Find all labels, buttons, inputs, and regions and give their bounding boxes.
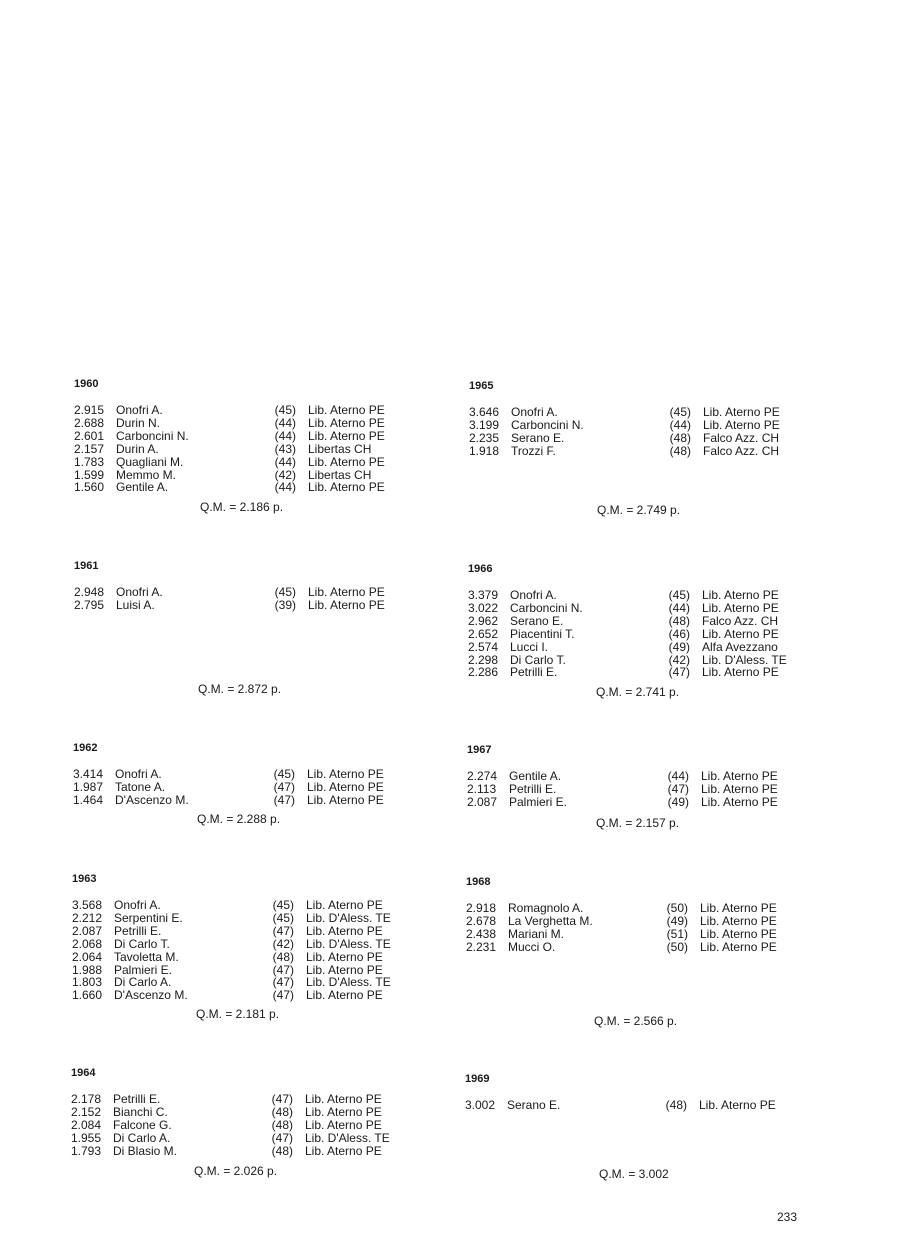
athlete-points: 1.918 (469, 443, 500, 458)
club-name: Lib. Aterno PE (307, 767, 384, 781)
birth-year: (51) (666, 926, 688, 941)
year-block-1965 (469, 380, 829, 458)
average-points: Q.M. = 2.157 p. (596, 816, 680, 830)
athlete-points: 2.064 (72, 949, 103, 964)
average-points: Q.M. = 2.741 p. (596, 685, 680, 699)
athlete-points: 1.988 (72, 962, 103, 977)
average-points: Q.M. = 3.002 (599, 1167, 669, 1181)
club-name: Lib. Aterno PE (702, 588, 779, 602)
athlete-points: 2.212 (72, 910, 103, 925)
club-name: Lib. Aterno PE (308, 480, 385, 495)
athlete-points: 2.087 (467, 794, 498, 809)
athlete-points: 3.414 (73, 767, 104, 781)
ranking-row (466, 915, 826, 928)
ranking-row (468, 666, 828, 679)
athlete-name: Serano E. (507, 1098, 561, 1112)
club-name: Lib. D'Aless. TE (306, 936, 391, 951)
athlete-name: Di Carlo T. (510, 652, 566, 667)
athlete-name: Gentile A. (509, 769, 562, 783)
birth-year: (48) (271, 1117, 293, 1132)
athlete-points: 1.783 (74, 454, 105, 469)
ranking-list (71, 1093, 431, 1158)
athlete-name: Serpentini E. (114, 910, 183, 925)
ranking-row (74, 430, 434, 443)
ranking-row (466, 902, 826, 915)
club-name: Lib. Aterno PE (702, 626, 779, 641)
birth-year: (44) (669, 417, 691, 432)
ranking-row (72, 951, 432, 964)
athlete-name: La Verghetta M. (508, 913, 593, 928)
athlete-points: 2.274 (467, 769, 498, 783)
ranking-row (467, 783, 827, 796)
athlete-points: 3.379 (468, 588, 499, 602)
athlete-name: Durin A. (116, 441, 159, 456)
birth-year: (48) (271, 1143, 293, 1158)
birth-year: (45) (272, 910, 294, 925)
ranking-list (72, 899, 432, 1002)
ranking-row (71, 1119, 431, 1132)
club-name: Lib. Aterno PE (308, 403, 385, 417)
club-name: Lib. Aterno PE (702, 600, 779, 615)
club-name: Lib. Aterno PE (702, 665, 779, 680)
ranking-row (468, 641, 828, 654)
ranking-list (73, 768, 433, 807)
birth-year: (45) (274, 585, 296, 599)
athlete-points: 2.652 (468, 626, 499, 641)
athlete-name: Carboncini N. (116, 428, 189, 443)
ranking-row (74, 586, 434, 599)
birth-year: (47) (271, 1092, 293, 1106)
athlete-points: 2.688 (74, 415, 105, 430)
athlete-name: Quagliani M. (116, 454, 184, 469)
athlete-name: Tatone A. (115, 779, 166, 794)
birth-year: (42) (274, 467, 296, 482)
athlete-points: 2.298 (468, 652, 499, 667)
athlete-name: Romagnolo A. (508, 901, 584, 915)
ranking-row (466, 941, 826, 954)
athlete-name: Mucci O. (508, 939, 556, 954)
club-name: Lib. Aterno PE (306, 988, 383, 1003)
ranking-row (71, 1132, 431, 1145)
club-name: Lib. Aterno PE (305, 1104, 382, 1119)
ranking-list (467, 770, 827, 809)
average-points: Q.M. = 2.749 p. (597, 503, 681, 517)
year-heading: 1964 (71, 1067, 96, 1079)
birth-year: (42) (668, 652, 690, 667)
club-name: Lib. Aterno PE (306, 962, 383, 977)
athlete-name: Di Carlo A. (113, 1130, 171, 1145)
athlete-points: 3.568 (72, 898, 103, 912)
club-name: Lib. Aterno PE (308, 454, 385, 469)
athlete-name: Petrilli E. (113, 1092, 161, 1106)
club-name: Lib. Aterno PE (306, 898, 383, 912)
athlete-points: 2.113 (467, 781, 497, 796)
birth-year: (49) (667, 794, 689, 809)
club-name: Lib. Aterno PE (307, 792, 384, 807)
birth-year: (44) (274, 454, 296, 469)
birth-year: (48) (272, 949, 294, 964)
ranking-row (74, 443, 434, 456)
club-name: Lib. Aterno PE (700, 939, 777, 954)
ranking-row (468, 589, 828, 602)
athlete-points: 2.235 (469, 430, 500, 445)
birth-year: (44) (667, 769, 689, 783)
club-name: Falco Azz. CH (703, 430, 780, 445)
athlete-name: Onofri A. (510, 588, 557, 602)
athlete-name: Petrilli E. (509, 781, 557, 796)
athlete-name: Petrilli E. (114, 923, 162, 938)
club-name: Lib. Aterno PE (305, 1092, 382, 1106)
club-name: Falco Azz. CH (703, 443, 780, 458)
club-name: Lib. Aterno PE (700, 926, 777, 941)
club-name: Lib. Aterno PE (701, 794, 778, 809)
athlete-name: Durin N. (116, 415, 161, 430)
year-heading: 1966 (468, 563, 493, 575)
athlete-points: 3.199 (469, 417, 500, 432)
club-name: Lib. Aterno PE (306, 923, 383, 938)
birth-year: (48) (669, 430, 691, 445)
year-heading: 1967 (467, 744, 492, 756)
club-name: Libertas CH (308, 467, 372, 482)
athlete-points: 2.962 (468, 613, 499, 628)
athlete-name: D'Ascenzo M. (114, 988, 188, 1003)
club-name: Lib. Aterno PE (307, 779, 384, 794)
athlete-name: Luisi A. (116, 597, 155, 612)
ranking-row (74, 404, 434, 417)
ranking-row (72, 989, 432, 1002)
ranking-row (469, 406, 829, 419)
club-name: Lib. D'Aless. TE (305, 1130, 390, 1145)
athlete-name: Trozzi F. (511, 443, 556, 458)
athlete-points: 1.987 (73, 779, 104, 794)
athlete-points: 1.560 (74, 480, 105, 495)
club-name: Libertas CH (308, 441, 372, 456)
athlete-name: Palmieri E. (509, 794, 568, 809)
ranking-row (72, 912, 432, 925)
year-heading: 1961 (74, 560, 99, 572)
ranking-row (71, 1145, 431, 1158)
ranking-row (72, 925, 432, 938)
ranking-row (71, 1093, 431, 1106)
club-name: Lib. Aterno PE (700, 913, 777, 928)
year-heading: 1960 (74, 378, 99, 390)
athlete-points: 2.231 (466, 939, 497, 954)
ranking-row (469, 419, 829, 432)
club-name: Falco Azz. CH (702, 613, 779, 628)
club-name: Lib. D'Aless. TE (702, 652, 787, 667)
athlete-name: Onofri A. (115, 767, 162, 781)
athlete-name: Falcone G. (113, 1117, 172, 1132)
year-heading: 1962 (73, 742, 98, 754)
club-name: Lib. Aterno PE (699, 1098, 776, 1112)
ranking-row (73, 768, 433, 781)
birth-year: (47) (667, 781, 689, 796)
year-heading: 1965 (469, 380, 494, 392)
year-heading: 1969 (465, 1073, 490, 1085)
athlete-points: 2.918 (466, 901, 497, 915)
birth-year: (45) (272, 898, 294, 912)
ranking-list (468, 589, 828, 679)
athlete-name: Piacentini T. (510, 626, 575, 641)
birth-year: (45) (274, 403, 296, 417)
club-name: Lib. D'Aless. TE (306, 975, 391, 990)
athlete-points: 2.152 (71, 1104, 102, 1119)
birth-year: (47) (668, 665, 690, 680)
ranking-row (468, 602, 828, 615)
ranking-list (74, 586, 434, 612)
athlete-points: 3.022 (468, 600, 499, 615)
ranking-list (465, 1099, 825, 1112)
year-block-1963 (72, 873, 432, 1002)
year-block-1960 (74, 378, 434, 494)
club-name: Lib. Aterno PE (308, 415, 385, 430)
birth-year: (45) (669, 405, 691, 419)
birth-year: (47) (272, 962, 294, 977)
athlete-points: 2.157 (74, 441, 105, 456)
athlete-name: Di Carlo A. (114, 975, 172, 990)
athlete-points: 1.793 (71, 1143, 102, 1158)
club-name: Lib. Aterno PE (306, 949, 383, 964)
ranking-list (469, 406, 829, 458)
athlete-name: Onofri A. (116, 585, 163, 599)
average-points: Q.M. = 2.566 p. (594, 1014, 678, 1028)
ranking-row (72, 899, 432, 912)
ranking-row (469, 445, 829, 458)
birth-year: (48) (271, 1104, 293, 1119)
ranking-row (467, 770, 827, 783)
year-block-1969 (465, 1073, 825, 1112)
birth-year: (50) (666, 901, 688, 915)
athlete-name: Palmieri E. (114, 962, 173, 977)
athlete-name: Onofri A. (114, 898, 161, 912)
ranking-row (467, 796, 827, 809)
athlete-points: 2.601 (74, 428, 105, 443)
athlete-points: 1.955 (71, 1130, 102, 1145)
ranking-row (74, 417, 434, 430)
ranking-list (74, 404, 434, 494)
birth-year: (48) (665, 1098, 687, 1112)
birth-year: (47) (273, 792, 295, 807)
athlete-name: Di Carlo T. (114, 936, 170, 951)
ranking-row (468, 615, 828, 628)
club-name: Lib. Aterno PE (305, 1143, 382, 1158)
athlete-points: 2.574 (468, 639, 499, 654)
club-name: Lib. Aterno PE (701, 781, 778, 796)
year-block-1962 (73, 742, 433, 807)
average-points: Q.M. = 2.872 p. (198, 682, 282, 696)
athlete-points: 2.087 (72, 923, 103, 938)
club-name: Lib. Aterno PE (308, 585, 385, 599)
birth-year: (50) (666, 939, 688, 954)
year-heading: 1963 (72, 873, 97, 885)
athlete-name: Bianchi C. (113, 1104, 168, 1119)
athlete-name: Onofri A. (511, 405, 558, 419)
ranking-row (74, 456, 434, 469)
birth-year: (39) (274, 597, 296, 612)
athlete-points: 1.599 (74, 467, 105, 482)
ranking-row (74, 599, 434, 612)
athlete-name: Mariani M. (508, 926, 565, 941)
birth-year: (44) (668, 600, 690, 615)
athlete-name: Memmo M. (116, 467, 176, 482)
ranking-row (465, 1099, 825, 1112)
birth-year: (44) (274, 480, 296, 495)
athlete-name: Onofri A. (116, 403, 163, 417)
birth-year: (45) (668, 588, 690, 602)
birth-year: (42) (272, 936, 294, 951)
athlete-name: Gentile A. (116, 480, 169, 495)
club-name: Alfa Avezzano (702, 639, 778, 654)
club-name: Lib. Aterno PE (308, 597, 385, 612)
club-name: Lib. Aterno PE (701, 769, 778, 783)
ranking-row (71, 1106, 431, 1119)
ranking-list (466, 902, 826, 954)
athlete-points: 3.646 (469, 405, 500, 419)
ranking-row (73, 794, 433, 807)
average-points: Q.M. = 2.288 p. (197, 812, 281, 826)
athlete-points: 2.948 (74, 585, 105, 599)
year-block-1966 (468, 563, 828, 679)
year-heading: 1968 (466, 876, 491, 888)
birth-year: (47) (272, 975, 294, 990)
average-points: Q.M. = 2.026 p. (194, 1164, 278, 1178)
athlete-name: Serano E. (511, 430, 565, 445)
birth-year: (47) (272, 923, 294, 938)
athlete-points: 2.678 (466, 913, 497, 928)
athlete-points: 3.002 (465, 1098, 496, 1112)
club-name: Lib. Aterno PE (703, 417, 780, 432)
club-name: Lib. D'Aless. TE (306, 910, 391, 925)
athlete-name: Carboncini N. (510, 600, 583, 615)
page-number: 233 (777, 1210, 798, 1224)
ranking-row (72, 938, 432, 951)
club-name: Lib. Aterno PE (308, 428, 385, 443)
athlete-name: Serano E. (510, 613, 564, 628)
club-name: Lib. Aterno PE (700, 901, 777, 915)
athlete-points: 2.286 (468, 665, 499, 680)
birth-year: (43) (274, 441, 296, 456)
athlete-name: Carboncini N. (511, 417, 584, 432)
athlete-points: 1.803 (72, 975, 103, 990)
birth-year: (47) (272, 988, 294, 1003)
athlete-name: Tavoletta M. (114, 949, 179, 964)
birth-year: (44) (274, 428, 296, 443)
athlete-points: 1.660 (72, 988, 103, 1003)
birth-year: (45) (273, 767, 295, 781)
year-block-1964 (71, 1067, 431, 1158)
year-block-1961 (74, 560, 434, 612)
birth-year: (48) (669, 443, 691, 458)
ranking-row (466, 928, 826, 941)
average-points: Q.M. = 2.186 p. (200, 500, 284, 514)
club-name: Lib. Aterno PE (703, 405, 780, 419)
birth-year: (47) (273, 779, 295, 794)
athlete-points: 2.084 (71, 1117, 102, 1132)
ranking-row (73, 781, 433, 794)
year-block-1968 (466, 876, 826, 954)
athlete-points: 2.915 (74, 403, 105, 417)
club-name: Lib. Aterno PE (305, 1117, 382, 1132)
athlete-points: 2.068 (72, 936, 103, 951)
athlete-points: 2.178 (71, 1092, 102, 1106)
birth-year: (46) (668, 626, 690, 641)
birth-year: (49) (666, 913, 688, 928)
athlete-name: D'Ascenzo M. (115, 792, 189, 807)
athlete-points: 1.464 (73, 792, 104, 807)
birth-year: (48) (668, 613, 690, 628)
athlete-name: Petrilli E. (510, 665, 558, 680)
athlete-points: 2.438 (466, 926, 497, 941)
athlete-name: Lucci I. (510, 639, 549, 654)
ranking-row (468, 628, 828, 641)
ranking-row (74, 481, 434, 494)
athlete-name: Di Blasio M. (113, 1143, 178, 1158)
birth-year: (47) (271, 1130, 293, 1145)
year-block-1967 (467, 744, 827, 809)
ranking-row (469, 432, 829, 445)
average-points: Q.M. = 2.181 p. (196, 1007, 280, 1021)
birth-year: (44) (274, 415, 296, 430)
athlete-points: 2.795 (74, 597, 105, 612)
birth-year: (49) (668, 639, 690, 654)
